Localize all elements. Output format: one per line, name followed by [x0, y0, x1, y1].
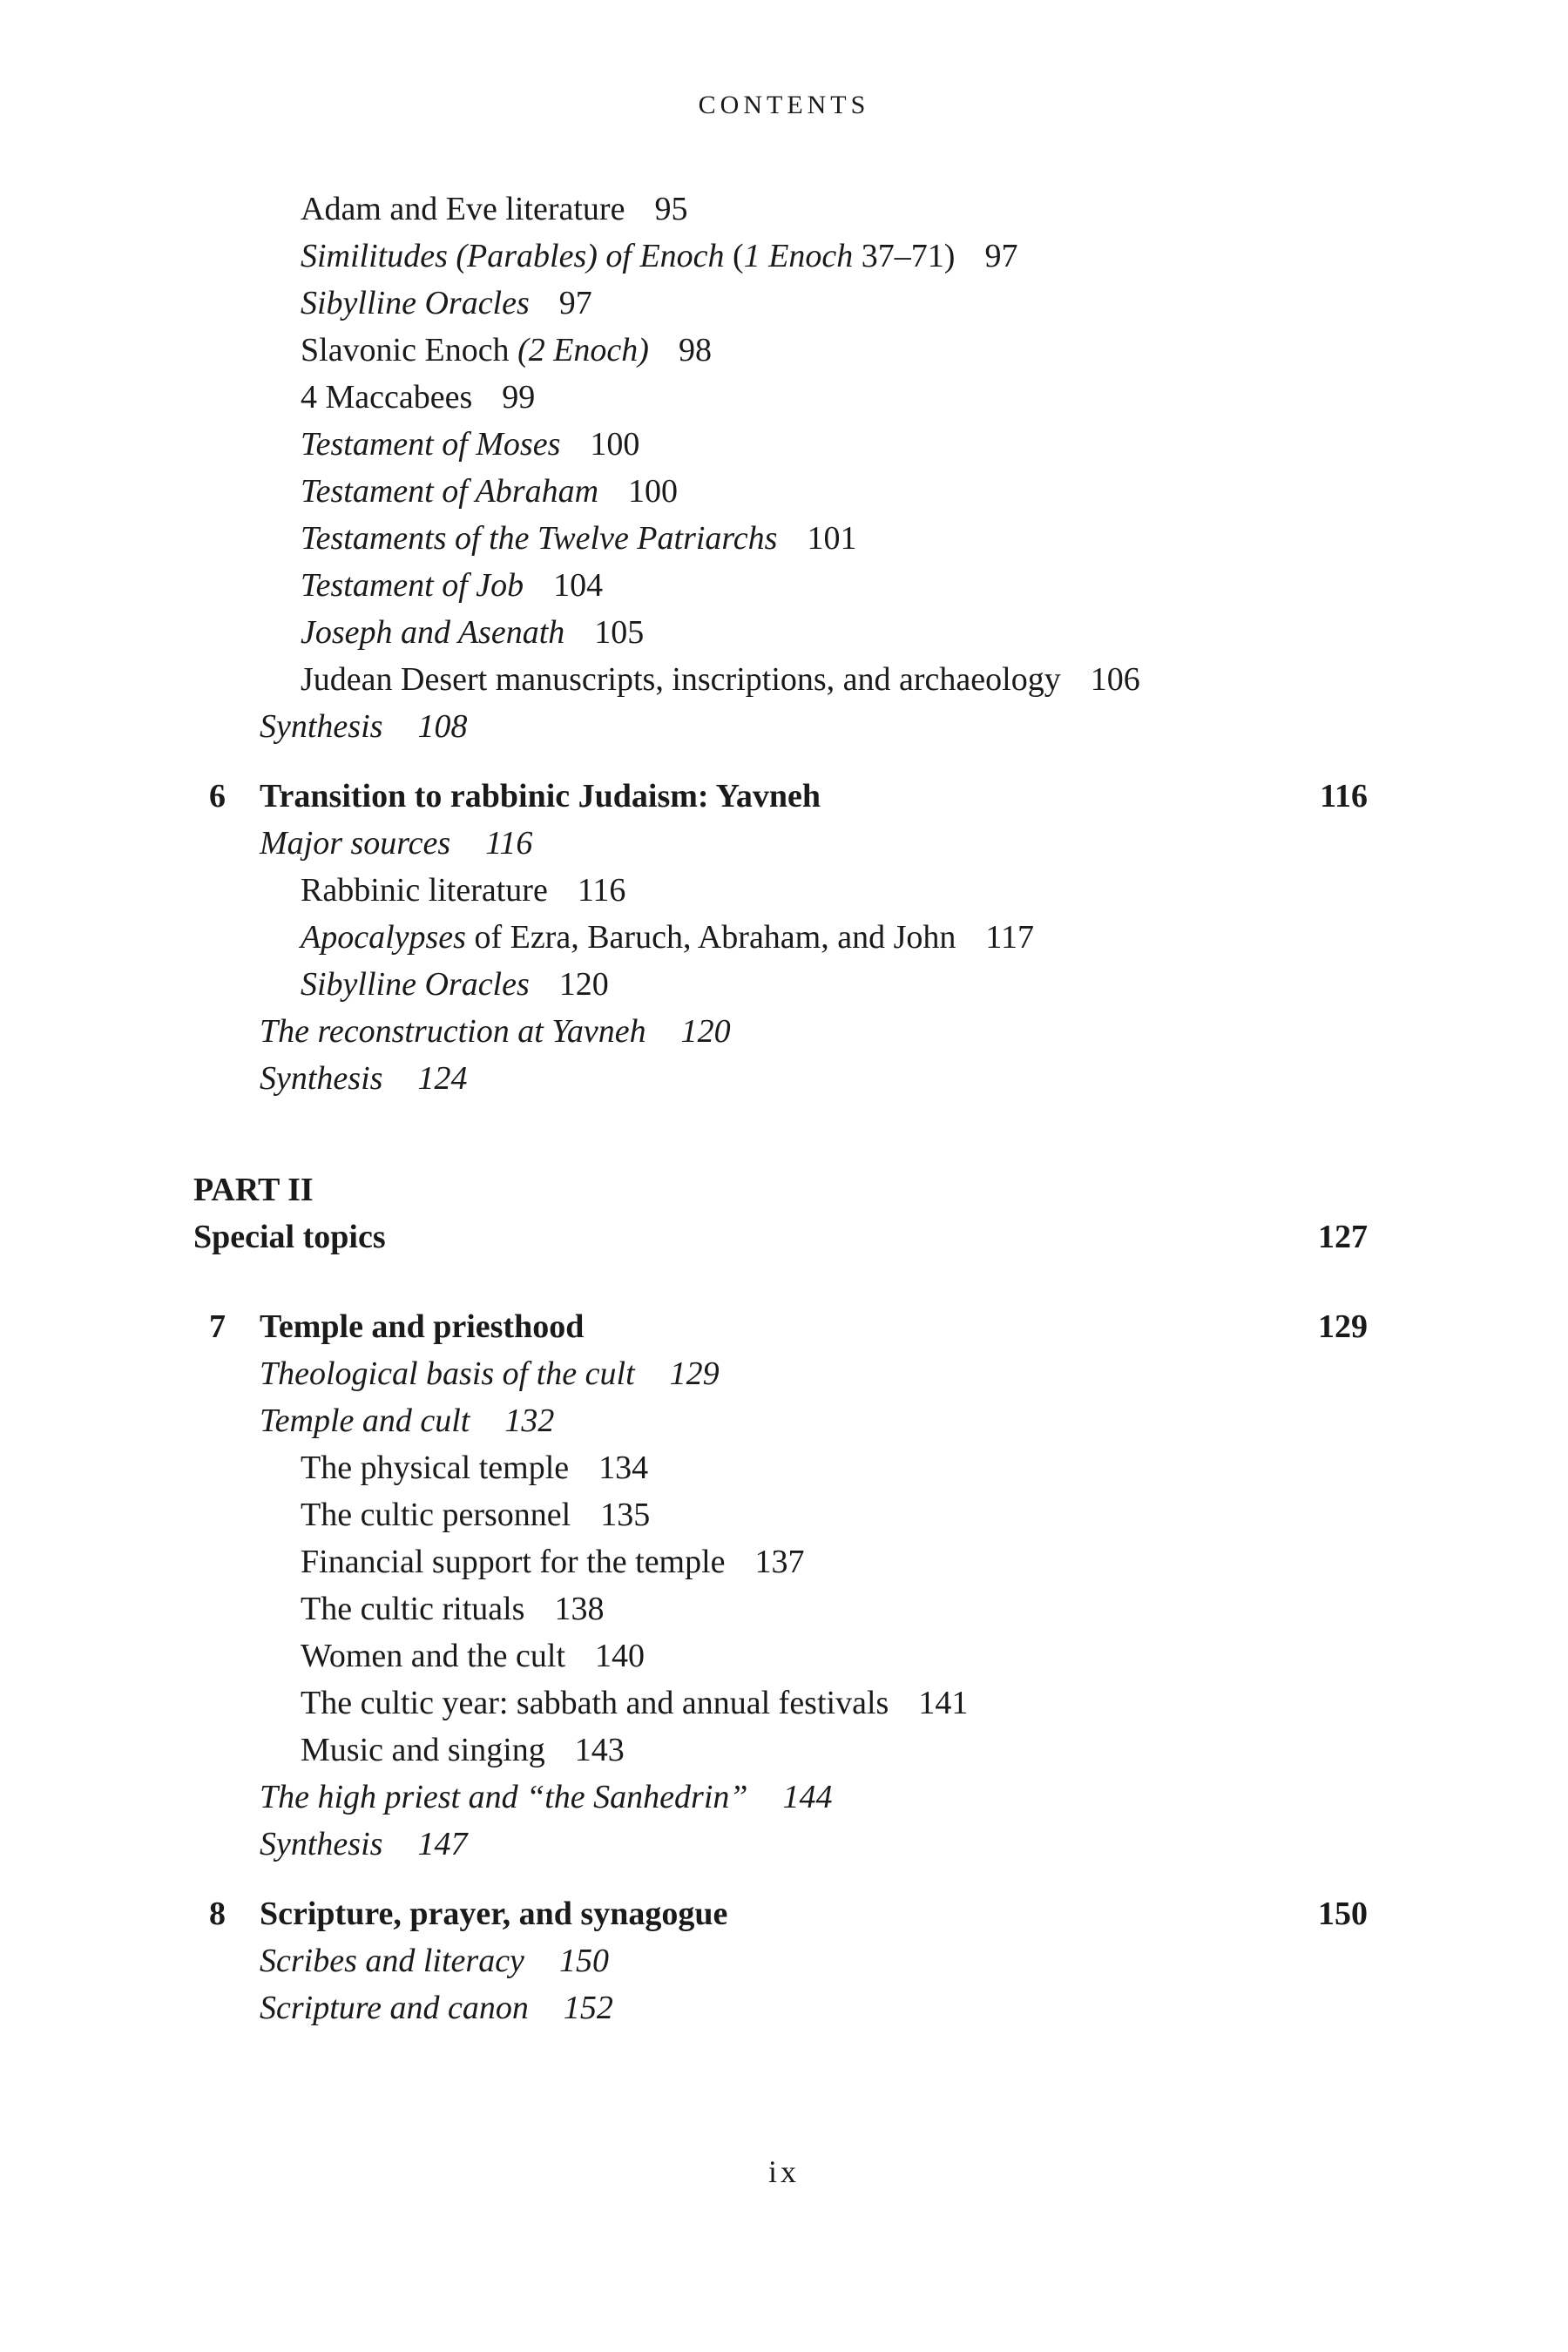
toc-section-page: 144: [782, 1779, 833, 1815]
toc-entry-page: 98: [678, 332, 712, 368]
toc-entry-title: Sibylline Oracles: [301, 285, 530, 321]
toc-entry-cultic-rituals[interactable]: [301, 1586, 604, 1632]
toc-section-page: 150: [558, 1943, 609, 1979]
toc-entry-page: 120: [558, 966, 609, 1003]
toc-entry-title: The physical temple: [301, 1450, 570, 1486]
toc-section-page: 120: [680, 1013, 731, 1050]
toc-section-page: 124: [417, 1060, 468, 1097]
chapter-page: 116: [1320, 778, 1368, 814]
toc-entry-4-maccabees[interactable]: [301, 375, 535, 420]
toc-chapter-7[interactable]: [0, 1304, 1568, 1349]
toc-entry-title: Rabbinic literature: [301, 872, 548, 909]
toc-entry-page: 97: [558, 285, 592, 321]
chapter-number: 6: [209, 778, 226, 814]
toc-entry-page: 116: [577, 872, 626, 909]
toc-entry-title: Testament of Abraham: [301, 473, 599, 510]
toc-section-title: Theological basis of the cult: [260, 1355, 635, 1392]
toc-entry-testament-of-job[interactable]: [301, 563, 603, 608]
toc-entry-apocalypses[interactable]: [301, 915, 1034, 960]
toc-entry-page: 137: [754, 1544, 805, 1580]
toc-section-high-priest[interactable]: [260, 1774, 833, 1820]
toc-section-page: 147: [417, 1826, 468, 1862]
toc-section-title: Synthesis: [260, 1060, 383, 1097]
toc-entry-page: 101: [807, 520, 857, 557]
toc-entry-twelve-patriarchs[interactable]: [301, 516, 856, 561]
toc-entry-page: 134: [598, 1450, 649, 1486]
toc-entry-page: 100: [628, 473, 679, 510]
toc-section-title: The reconstruction at Yavneh: [260, 1013, 646, 1050]
toc-section-major-sources[interactable]: [260, 821, 532, 866]
toc-entry-page: 106: [1090, 661, 1140, 698]
toc-entry-cultic-personnel[interactable]: [301, 1492, 650, 1538]
chapter-title: Transition to rabbinic Judaism: Yavneh: [260, 778, 821, 814]
toc-section-page: 132: [504, 1402, 555, 1439]
toc-section-title: Temple and cult: [260, 1402, 470, 1439]
toc-entry-title-italic: (2 Enoch): [517, 332, 649, 368]
toc-entry-title: Women and the cult: [301, 1638, 566, 1674]
toc-section-temple-and-cult[interactable]: [260, 1398, 554, 1443]
toc-entry-title: Testament of Moses: [301, 426, 561, 463]
toc-section-page: 152: [563, 1990, 613, 2026]
toc-entry-financial-support[interactable]: [301, 1539, 805, 1585]
toc-section-title: Synthesis: [260, 1826, 383, 1862]
toc-entry-title-italic: Apocalypses: [301, 919, 466, 956]
chapter-page: 129: [1318, 1308, 1368, 1345]
toc-entry-title: Adam and Eve literature: [301, 191, 625, 227]
toc-entry-page: 99: [502, 379, 536, 416]
toc-entry-page: 104: [553, 567, 604, 604]
toc-entry-title: Sibylline Oracles: [301, 966, 530, 1003]
part-page: 127: [1318, 1219, 1368, 1255]
toc-section-title: Major sources: [260, 825, 451, 862]
toc-entry-title: The cultic personnel: [301, 1497, 571, 1533]
toc-section-scripture-canon[interactable]: [260, 1985, 613, 2031]
toc-section-page: 108: [417, 708, 468, 745]
toc-section-title: Synthesis: [260, 708, 383, 745]
toc-entry-page: 141: [918, 1685, 969, 1721]
toc-section-synthesis-6[interactable]: [260, 1056, 467, 1101]
toc-entry-title: Slavonic Enoch: [301, 332, 518, 368]
toc-entry-similitudes[interactable]: [301, 233, 1017, 279]
toc-entry-title: The cultic rituals: [301, 1591, 525, 1627]
toc-entry-page: 117: [985, 919, 1034, 956]
chapter-title: Scripture, prayer, and synagogue: [260, 1896, 728, 1932]
toc-entry-page: 138: [554, 1591, 605, 1627]
page-number: ix: [767, 2154, 800, 2189]
toc-entry-rabbinic-literature[interactable]: [301, 868, 625, 913]
toc-entry-title: The cultic year: sabbath and annual festivals: [301, 1685, 889, 1721]
chapter-number: 8: [209, 1896, 226, 1932]
toc-entry-adam-and-eve[interactable]: [301, 186, 687, 232]
toc-chapter-8[interactable]: [0, 1891, 1568, 1936]
toc-entry-physical-temple[interactable]: [301, 1445, 648, 1490]
part-title: Special topics: [193, 1219, 386, 1255]
toc-entry-cultic-year[interactable]: [301, 1680, 968, 1726]
toc-entry-sibylline-oracles-2[interactable]: [301, 962, 609, 1007]
toc-entry-title: Music and singing: [301, 1732, 545, 1768]
toc-entry-title: 4 Maccabees: [301, 379, 473, 416]
chapter-number: 7: [209, 1308, 226, 1345]
toc-entry-page: 140: [595, 1638, 645, 1674]
toc-section-page: 129: [669, 1355, 720, 1392]
toc-entry-music-and-singing[interactable]: [301, 1727, 625, 1773]
toc-entry-sibylline-oracles[interactable]: [301, 280, 592, 326]
toc-entry-page: 95: [654, 191, 688, 227]
toc-entry-joseph-and-asenath[interactable]: [301, 610, 644, 655]
toc-entry-paren-italic: 1 Enoch: [743, 238, 854, 274]
toc-section-scribes-literacy[interactable]: [260, 1938, 609, 1984]
toc-entry-judean-desert[interactable]: [301, 657, 1140, 702]
toc-entry-paren-open: (: [724, 238, 744, 274]
toc-part-2[interactable]: [0, 1214, 1568, 1260]
toc-section-title: Scribes and literacy: [260, 1943, 524, 1979]
toc-section-title: The high priest and “the Sanhedrin”: [260, 1779, 748, 1815]
toc-part-label: [0, 1167, 1568, 1213]
toc-entry-paren-rest: 37–71): [853, 238, 956, 274]
toc-entry-title: of Ezra, Baruch, Abraham, and John: [465, 919, 956, 956]
toc-entry-title: Joseph and Asenath: [301, 614, 565, 651]
toc-entry-page: 100: [590, 426, 640, 463]
toc-entry-title: Judean Desert manuscripts, inscriptions, and archaeology: [301, 661, 1061, 698]
toc-entry-page: 135: [600, 1497, 651, 1533]
toc-section-synthesis[interactable]: [260, 704, 467, 749]
toc-entry-women-and-cult[interactable]: [301, 1633, 645, 1679]
toc-entry-page: 143: [574, 1732, 625, 1768]
toc-entry-slavonic-enoch[interactable]: [301, 328, 712, 373]
toc-entry-page: 97: [984, 238, 1018, 274]
part-label: PART II: [193, 1172, 314, 1208]
toc-entry-testament-of-moses[interactable]: [301, 422, 639, 467]
toc-section-title: Scripture and canon: [260, 1990, 529, 2026]
toc-section-reconstruction-yavneh[interactable]: [260, 1009, 731, 1054]
toc-section-synthesis-7[interactable]: [260, 1821, 467, 1867]
toc-entry-page: 105: [594, 614, 645, 651]
toc-entry-title: Financial support for the temple: [301, 1544, 726, 1580]
running-header: CONTENTS: [698, 91, 870, 119]
chapter-title: Temple and priesthood: [260, 1308, 585, 1345]
toc-section-page: 116: [485, 825, 533, 862]
toc-section-theological-basis[interactable]: [260, 1351, 720, 1396]
toc-chapter-6[interactable]: [0, 774, 1568, 819]
chapter-page: 150: [1318, 1896, 1368, 1932]
toc-entry-title: Testaments of the Twelve Patriarchs: [301, 520, 778, 557]
toc-entry-title: Testament of Job: [301, 567, 524, 604]
toc-entry-testament-of-abraham[interactable]: [301, 469, 678, 514]
toc-entry-title: Similitudes (Parables) of Enoch: [301, 238, 725, 274]
